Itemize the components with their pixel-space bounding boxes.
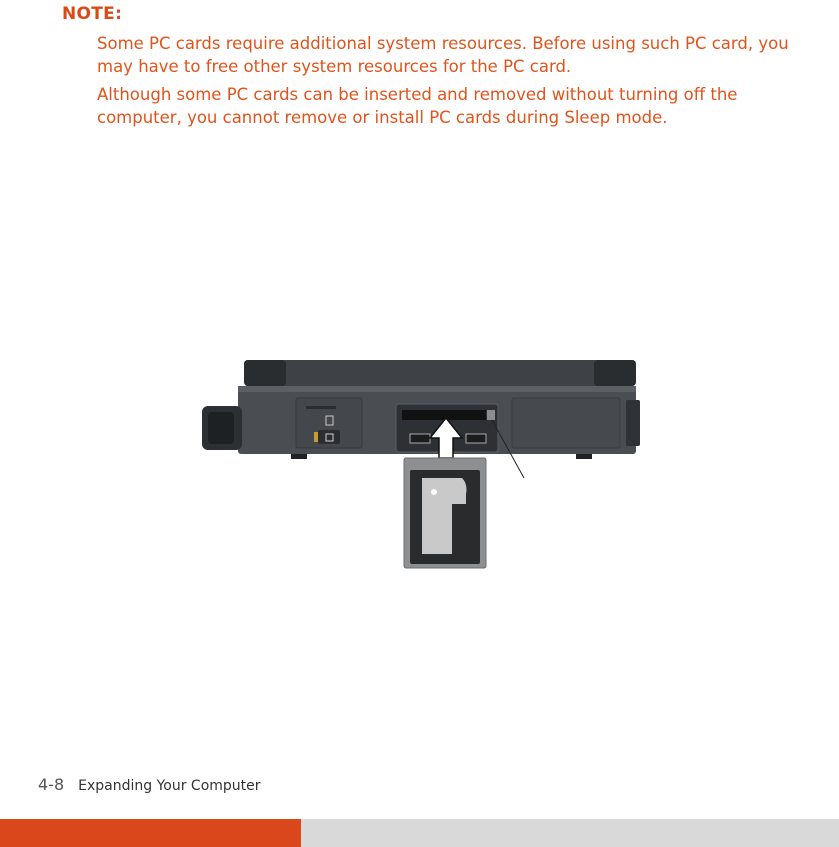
eject-button (487, 410, 495, 420)
lid-bumper-left (244, 360, 286, 386)
pc-card-illustration (196, 358, 646, 573)
note-paragraph-2: Although some PC cards can be inserted and removed without turning off the computer, you cannot remove or install PC cards during Sleep mode. (97, 85, 738, 127)
section-title: Expanding Your Computer (78, 778, 261, 794)
laptop-lid-edge (244, 360, 636, 386)
usb-port-left (410, 434, 430, 443)
foot-left (291, 454, 307, 459)
pc-card-slot (402, 410, 486, 420)
right-panel (512, 398, 620, 448)
base-highlight (238, 386, 636, 392)
page-footer (38, 775, 261, 794)
handle-grip (208, 412, 234, 444)
usb-port-right (466, 434, 486, 443)
footer-accent-bar (0, 819, 301, 847)
foot-right (576, 454, 592, 459)
lid-bumper-right (594, 360, 636, 386)
note-heading: NOTE: (62, 4, 123, 24)
drive-slot-line (306, 406, 336, 409)
footer-gray-bar (301, 819, 839, 847)
note-paragraph-1: Some PC cards require additional system resources. Before using such PC card, you may have to free other system resources for the PC card. (97, 34, 789, 76)
laptop-pc-card-slot-illustration (196, 358, 646, 573)
page-number: 4-8 (38, 775, 65, 794)
right-connector (626, 400, 640, 446)
pc-card-dot (431, 489, 437, 495)
lock-indicator (314, 432, 318, 442)
lock-switch (318, 430, 340, 444)
